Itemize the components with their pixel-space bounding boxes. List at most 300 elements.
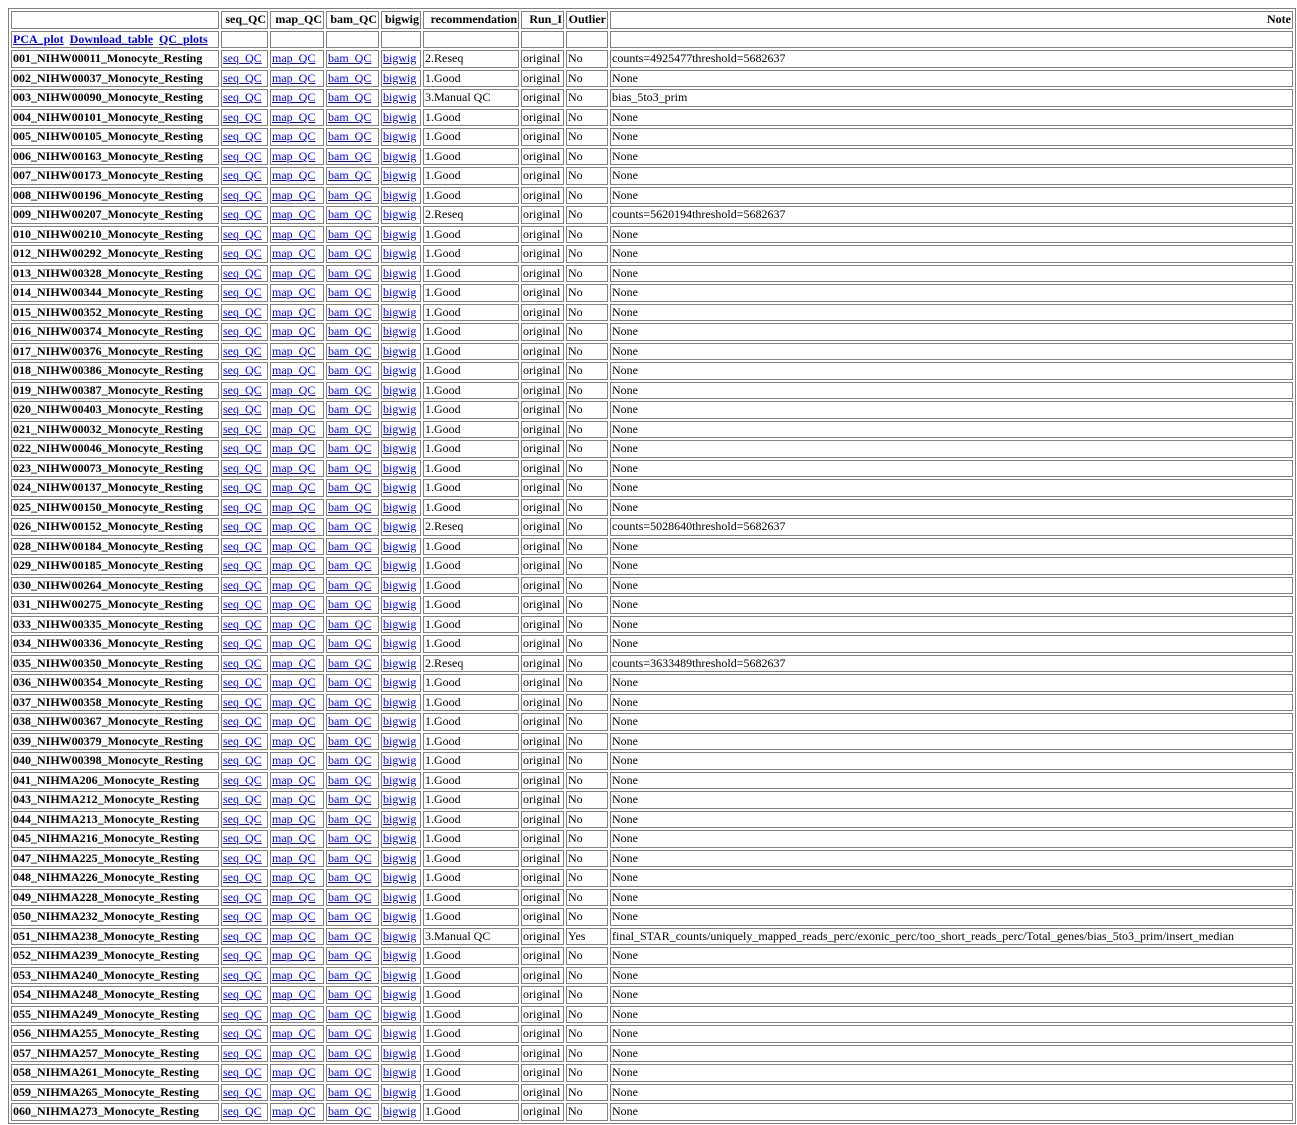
bam-qc-cell [326, 986, 379, 1004]
map-qc-link[interactable]: map_QC [272, 675, 316, 690]
header-blank [11, 11, 219, 29]
map-qc-link[interactable]: map_QC [272, 441, 316, 456]
bam-qc-link[interactable]: bam_QC [328, 1045, 372, 1060]
bigwig-link[interactable]: bigwig [383, 850, 417, 865]
bam-qc-link[interactable]: bam_QC [328, 948, 372, 963]
seq-qc-link[interactable]: seq_QC [223, 850, 262, 865]
map-qc-link[interactable]: map_QC [272, 889, 316, 904]
seq-qc-link[interactable]: seq_QC [223, 460, 262, 475]
map-qc-link[interactable]: map_QC [272, 655, 316, 670]
download-table-link[interactable]: Download_table [69, 31, 154, 46]
bam-qc-link[interactable]: bam_QC [328, 655, 372, 670]
outlier-cell: No [566, 1084, 608, 1102]
bam-qc-link[interactable]: bam_QC [328, 967, 372, 982]
bigwig-link[interactable]: bigwig [383, 558, 417, 573]
bigwig-link[interactable]: bigwig [383, 811, 417, 826]
recommendation-cell: 1.Good [423, 811, 519, 829]
bam-qc-link[interactable]: bam_QC [328, 246, 372, 261]
bam-qc-cell [326, 187, 379, 205]
bam-qc-cell [326, 830, 379, 848]
bigwig-link[interactable]: bigwig [383, 694, 417, 709]
bigwig-link[interactable]: bigwig [383, 246, 417, 261]
bigwig-link[interactable]: bigwig [383, 733, 417, 748]
bigwig-link[interactable]: bigwig [383, 480, 417, 495]
map-qc-link[interactable]: map_QC [272, 343, 316, 358]
note-cell: None [610, 967, 1293, 985]
map-qc-link[interactable]: map_QC [272, 1006, 316, 1021]
map-qc-link[interactable]: map_QC [272, 967, 316, 982]
table-row [11, 50, 1293, 68]
bigwig-link[interactable]: bigwig [383, 1045, 417, 1060]
map-qc-link[interactable]: map_QC [272, 577, 316, 592]
seq-qc-link[interactable]: seq_QC [223, 714, 262, 729]
map-qc-link[interactable]: map_QC [272, 285, 316, 300]
seq-qc-link[interactable]: seq_QC [223, 226, 262, 241]
bam-qc-link[interactable]: bam_QC [328, 558, 372, 573]
bam-qc-link[interactable]: bam_QC [328, 636, 372, 651]
seq-qc-link[interactable]: seq_QC [223, 343, 262, 358]
seq-qc-link[interactable]: seq_QC [223, 265, 262, 280]
map-qc-link[interactable]: map_QC [272, 792, 316, 807]
bigwig-link[interactable]: bigwig [383, 577, 417, 592]
bam-qc-cell [326, 128, 379, 146]
map-qc-link[interactable]: map_QC [272, 850, 316, 865]
bam-qc-link[interactable]: bam_QC [328, 421, 372, 436]
map-qc-link[interactable]: map_QC [272, 987, 316, 1002]
seq-qc-cell [221, 479, 268, 497]
map-qc-link[interactable]: map_QC [272, 324, 316, 339]
bam-qc-cell [326, 1045, 379, 1063]
seq-qc-link[interactable]: seq_QC [223, 480, 262, 495]
map-qc-link[interactable]: map_QC [272, 304, 316, 319]
map-qc-link[interactable]: map_QC [272, 168, 316, 183]
bigwig-cell [381, 265, 421, 283]
bigwig-link[interactable]: bigwig [383, 499, 417, 514]
bam-qc-link[interactable]: bam_QC [328, 343, 372, 358]
seq-qc-cell [221, 167, 268, 185]
bigwig-link[interactable]: bigwig [383, 51, 417, 66]
map-qc-link[interactable]: map_QC [272, 129, 316, 144]
bam-qc-link[interactable]: bam_QC [328, 207, 372, 222]
bigwig-link[interactable]: bigwig [383, 304, 417, 319]
seq-qc-link[interactable]: seq_QC [223, 675, 262, 690]
bigwig-link[interactable]: bigwig [383, 831, 417, 846]
map-qc-link[interactable]: map_QC [272, 226, 316, 241]
run-cell: original [521, 382, 564, 400]
empty-cell [221, 31, 268, 49]
bam-qc-link[interactable]: bam_QC [328, 90, 372, 105]
table-row [11, 967, 1293, 985]
bam-qc-link[interactable]: bam_QC [328, 909, 372, 924]
sample-cell: 030_NIHW00264_Monocyte_Resting [11, 577, 219, 595]
sample-cell: 003_NIHW00090_Monocyte_Resting [11, 89, 219, 107]
map-qc-link[interactable]: map_QC [272, 948, 316, 963]
map-qc-cell [270, 655, 324, 673]
seq-qc-link[interactable]: seq_QC [223, 246, 262, 261]
bam-qc-link[interactable]: bam_QC [328, 870, 372, 885]
map-qc-link[interactable]: map_QC [272, 1084, 316, 1099]
seq-qc-link[interactable]: seq_QC [223, 441, 262, 456]
bigwig-cell [381, 1025, 421, 1043]
bigwig-link[interactable]: bigwig [383, 772, 417, 787]
map-qc-link[interactable]: map_QC [272, 1026, 316, 1041]
seq-qc-link[interactable]: seq_QC [223, 90, 262, 105]
bam-qc-cell [326, 869, 379, 887]
seq-qc-link[interactable]: seq_QC [223, 597, 262, 612]
map-qc-link[interactable]: map_QC [272, 519, 316, 534]
bam-qc-link[interactable]: bam_QC [328, 597, 372, 612]
bigwig-cell [381, 752, 421, 770]
seq-qc-link[interactable]: seq_QC [223, 967, 262, 982]
bam-qc-link[interactable]: bam_QC [328, 675, 372, 690]
bigwig-link[interactable]: bigwig [383, 207, 417, 222]
map-qc-link[interactable]: map_QC [272, 207, 316, 222]
bigwig-link[interactable]: bigwig [383, 129, 417, 144]
bigwig-link[interactable]: bigwig [383, 928, 417, 943]
seq-qc-cell [221, 1045, 268, 1063]
recommendation-cell: 1.Good [423, 148, 519, 166]
bigwig-link[interactable]: bigwig [383, 714, 417, 729]
seq-qc-link[interactable]: seq_QC [223, 1045, 262, 1060]
bigwig-link[interactable]: bigwig [383, 597, 417, 612]
bam-qc-link[interactable]: bam_QC [328, 460, 372, 475]
map-qc-link[interactable]: map_QC [272, 909, 316, 924]
map-qc-link[interactable]: map_QC [272, 753, 316, 768]
seq-qc-link[interactable]: seq_QC [223, 168, 262, 183]
bigwig-link[interactable]: bigwig [383, 90, 417, 105]
bigwig-link[interactable]: bigwig [383, 636, 417, 651]
bigwig-link[interactable]: bigwig [383, 1065, 417, 1080]
bigwig-link[interactable]: bigwig [383, 753, 417, 768]
bigwig-link[interactable]: bigwig [383, 967, 417, 982]
bigwig-link[interactable]: bigwig [383, 948, 417, 963]
bigwig-link[interactable]: bigwig [383, 1006, 417, 1021]
seq-qc-link[interactable]: seq_QC [223, 1006, 262, 1021]
seq-qc-link[interactable]: seq_QC [223, 811, 262, 826]
bam-qc-link[interactable]: bam_QC [328, 226, 372, 241]
seq-qc-link[interactable]: seq_QC [223, 207, 262, 222]
seq-qc-link[interactable]: seq_QC [223, 655, 262, 670]
seq-qc-link[interactable]: seq_QC [223, 753, 262, 768]
seq-qc-link[interactable]: seq_QC [223, 304, 262, 319]
bigwig-link[interactable]: bigwig [383, 675, 417, 690]
bigwig-cell [381, 889, 421, 907]
bam-qc-link[interactable]: bam_QC [328, 1006, 372, 1021]
bigwig-link[interactable]: bigwig [383, 148, 417, 163]
map-qc-link[interactable]: map_QC [272, 811, 316, 826]
map-qc-link[interactable]: map_QC [272, 870, 316, 885]
bigwig-link[interactable]: bigwig [383, 70, 417, 85]
bigwig-link[interactable]: bigwig [383, 1026, 417, 1041]
bam-qc-link[interactable]: bam_QC [328, 928, 372, 943]
sample-cell: 056_NIHMA255_Monocyte_Resting [11, 1025, 219, 1043]
run-cell: original [521, 694, 564, 712]
map-qc-link[interactable]: map_QC [272, 636, 316, 651]
map-qc-cell [270, 1084, 324, 1102]
bam-qc-cell [326, 50, 379, 68]
bam-qc-link[interactable]: bam_QC [328, 831, 372, 846]
outlier-cell: No [566, 109, 608, 127]
qc-table [8, 8, 1296, 1124]
map-qc-link[interactable]: map_QC [272, 148, 316, 163]
table-row [11, 1025, 1293, 1043]
outlier-cell: No [566, 304, 608, 322]
bigwig-link[interactable]: bigwig [383, 402, 417, 417]
map-qc-link[interactable]: map_QC [272, 1104, 316, 1119]
seq-qc-link[interactable]: seq_QC [223, 870, 262, 885]
bigwig-link[interactable]: bigwig [383, 343, 417, 358]
seq-qc-link[interactable]: seq_QC [223, 109, 262, 124]
bigwig-link[interactable]: bigwig [383, 109, 417, 124]
bigwig-link[interactable]: bigwig [383, 909, 417, 924]
bam-qc-link[interactable]: bam_QC [328, 324, 372, 339]
bigwig-link[interactable]: bigwig [383, 870, 417, 885]
bigwig-link[interactable]: bigwig [383, 363, 417, 378]
map-qc-link[interactable]: map_QC [272, 1065, 316, 1080]
map-qc-link[interactable]: map_QC [272, 694, 316, 709]
seq-qc-link[interactable]: seq_QC [223, 831, 262, 846]
seq-qc-link[interactable]: seq_QC [223, 577, 262, 592]
recommendation-cell: 1.Good [423, 713, 519, 731]
bigwig-cell [381, 791, 421, 809]
bam-qc-link[interactable]: bam_QC [328, 772, 372, 787]
bam-qc-link[interactable]: bam_QC [328, 285, 372, 300]
seq-qc-link[interactable]: seq_QC [223, 402, 262, 417]
seq-qc-link[interactable]: seq_QC [223, 148, 262, 163]
map-qc-cell [270, 889, 324, 907]
map-qc-link[interactable]: map_QC [272, 51, 316, 66]
outlier-cell: No [566, 616, 608, 634]
bam-qc-link[interactable]: bam_QC [328, 987, 372, 1002]
bam-qc-link[interactable]: bam_QC [328, 714, 372, 729]
bam-qc-link[interactable]: bam_QC [328, 616, 372, 631]
map-qc-link[interactable]: map_QC [272, 265, 316, 280]
bam-qc-link[interactable]: bam_QC [328, 148, 372, 163]
bam-qc-link[interactable]: bam_QC [328, 889, 372, 904]
map-qc-cell [270, 460, 324, 478]
bam-qc-link[interactable]: bam_QC [328, 70, 372, 85]
note-cell: None [610, 869, 1293, 887]
bigwig-cell [381, 1064, 421, 1082]
bigwig-link[interactable]: bigwig [383, 616, 417, 631]
bam-qc-link[interactable]: bam_QC [328, 792, 372, 807]
run-cell: original [521, 538, 564, 556]
map-qc-link[interactable]: map_QC [272, 558, 316, 573]
bigwig-link[interactable]: bigwig [383, 655, 417, 670]
bigwig-link[interactable]: bigwig [383, 889, 417, 904]
map-qc-link[interactable]: map_QC [272, 246, 316, 261]
bigwig-link[interactable]: bigwig [383, 441, 417, 456]
map-qc-link[interactable]: map_QC [272, 714, 316, 729]
seq-qc-link[interactable]: seq_QC [223, 733, 262, 748]
header-run: Run_I [521, 11, 564, 29]
bam-qc-link[interactable]: bam_QC [328, 382, 372, 397]
seq-qc-link[interactable]: seq_QC [223, 324, 262, 339]
seq-qc-link[interactable]: seq_QC [223, 1026, 262, 1041]
bam-qc-link[interactable]: bam_QC [328, 577, 372, 592]
map-qc-link[interactable]: map_QC [272, 831, 316, 846]
bigwig-link[interactable]: bigwig [383, 460, 417, 475]
seq-qc-link[interactable]: seq_QC [223, 499, 262, 514]
table-row [11, 947, 1293, 965]
bigwig-link[interactable]: bigwig [383, 265, 417, 280]
map-qc-link[interactable]: map_QC [272, 421, 316, 436]
table-row [11, 109, 1293, 127]
bam-qc-link[interactable]: bam_QC [328, 1065, 372, 1080]
seq-qc-link[interactable]: seq_QC [223, 772, 262, 787]
bam-qc-link[interactable]: bam_QC [328, 1026, 372, 1041]
map-qc-link[interactable]: map_QC [272, 109, 316, 124]
bam-qc-link[interactable]: bam_QC [328, 480, 372, 495]
map-qc-link[interactable]: map_QC [272, 1045, 316, 1060]
sample-cell: 025_NIHW00150_Monocyte_Resting [11, 499, 219, 517]
bam-qc-link[interactable]: bam_QC [328, 363, 372, 378]
bam-qc-cell [326, 1006, 379, 1024]
outlier-cell: No [566, 479, 608, 497]
bigwig-link[interactable]: bigwig [383, 538, 417, 553]
seq-qc-link[interactable]: seq_QC [223, 129, 262, 144]
seq-qc-link[interactable]: seq_QC [223, 519, 262, 534]
map-qc-link[interactable]: map_QC [272, 480, 316, 495]
seq-qc-link[interactable]: seq_QC [223, 928, 262, 943]
bigwig-cell [381, 713, 421, 731]
map-qc-cell [270, 187, 324, 205]
bigwig-cell [381, 986, 421, 1004]
bam-qc-link[interactable]: bam_QC [328, 265, 372, 280]
bigwig-cell [381, 440, 421, 458]
bigwig-link[interactable]: bigwig [383, 987, 417, 1002]
bam-qc-link[interactable]: bam_QC [328, 538, 372, 553]
bam-qc-cell [326, 518, 379, 536]
recommendation-cell: 1.Good [423, 401, 519, 419]
seq-qc-link[interactable]: seq_QC [223, 889, 262, 904]
bigwig-link[interactable]: bigwig [383, 1104, 417, 1119]
bam-qc-link[interactable]: bam_QC [328, 129, 372, 144]
note-cell: None [610, 421, 1293, 439]
bam-qc-link[interactable]: bam_QC [328, 850, 372, 865]
seq-qc-link[interactable]: seq_QC [223, 636, 262, 651]
map-qc-link[interactable]: map_QC [272, 597, 316, 612]
map-qc-link[interactable]: map_QC [272, 772, 316, 787]
seq-qc-link[interactable]: seq_QC [223, 558, 262, 573]
seq-qc-link[interactable]: seq_QC [223, 538, 262, 553]
table-row [11, 1084, 1293, 1102]
bigwig-link[interactable]: bigwig [383, 382, 417, 397]
bigwig-cell [381, 284, 421, 302]
map-qc-link[interactable]: map_QC [272, 382, 316, 397]
bam-qc-link[interactable]: bam_QC [328, 753, 372, 768]
map-qc-link[interactable]: map_QC [272, 499, 316, 514]
seq-qc-cell [221, 655, 268, 673]
bigwig-link[interactable]: bigwig [383, 792, 417, 807]
seq-qc-link[interactable]: seq_QC [223, 1065, 262, 1080]
bam-qc-link[interactable]: bam_QC [328, 51, 372, 66]
seq-qc-cell [221, 596, 268, 614]
bam-qc-cell [326, 713, 379, 731]
outlier-cell: No [566, 889, 608, 907]
bam-qc-link[interactable]: bam_QC [328, 187, 372, 202]
pca-plot-link[interactable]: PCA_plot [13, 31, 64, 46]
map-qc-link[interactable]: map_QC [272, 616, 316, 631]
bigwig-link[interactable]: bigwig [383, 324, 417, 339]
bigwig-cell [381, 928, 421, 946]
map-qc-link[interactable]: map_QC [272, 402, 316, 417]
bigwig-link[interactable]: bigwig [383, 1084, 417, 1099]
table-row [11, 401, 1293, 419]
seq-qc-link[interactable]: seq_QC [223, 51, 262, 66]
bam-qc-link[interactable]: bam_QC [328, 519, 372, 534]
empty-cell [423, 31, 519, 49]
seq-qc-link[interactable]: seq_QC [223, 187, 262, 202]
map-qc-link[interactable]: map_QC [272, 363, 316, 378]
seq-qc-link[interactable]: seq_QC [223, 363, 262, 378]
bam-qc-link[interactable]: bam_QC [328, 733, 372, 748]
map-qc-link[interactable]: map_QC [272, 733, 316, 748]
map-qc-link[interactable]: map_QC [272, 90, 316, 105]
header-recommendation: recommendation [423, 11, 519, 29]
bam-qc-cell [326, 1103, 379, 1121]
seq-qc-link[interactable]: seq_QC [223, 694, 262, 709]
map-qc-link[interactable]: map_QC [272, 460, 316, 475]
table-row [11, 265, 1293, 283]
seq-qc-cell [221, 635, 268, 653]
seq-qc-link[interactable]: seq_QC [223, 1104, 262, 1119]
bigwig-link[interactable]: bigwig [383, 187, 417, 202]
bigwig-link[interactable]: bigwig [383, 168, 417, 183]
map-qc-link[interactable]: map_QC [272, 187, 316, 202]
bam-qc-link[interactable]: bam_QC [328, 402, 372, 417]
bam-qc-link[interactable]: bam_QC [328, 168, 372, 183]
bam-qc-link[interactable]: bam_QC [328, 441, 372, 456]
sample-cell: 006_NIHW00163_Monocyte_Resting [11, 148, 219, 166]
seq-qc-link[interactable]: seq_QC [223, 616, 262, 631]
sample-cell: 040_NIHW00398_Monocyte_Resting [11, 752, 219, 770]
seq-qc-link[interactable]: seq_QC [223, 909, 262, 924]
bigwig-link[interactable]: bigwig [383, 226, 417, 241]
map-qc-link[interactable]: map_QC [272, 928, 316, 943]
seq-qc-link[interactable]: seq_QC [223, 421, 262, 436]
bam-qc-cell [326, 577, 379, 595]
bigwig-link[interactable]: bigwig [383, 421, 417, 436]
map-qc-link[interactable]: map_QC [272, 538, 316, 553]
bam-qc-link[interactable]: bam_QC [328, 811, 372, 826]
bam-qc-link[interactable]: bam_QC [328, 694, 372, 709]
run-cell: original [521, 1006, 564, 1024]
note-cell: None [610, 986, 1293, 1004]
seq-qc-cell [221, 733, 268, 751]
recommendation-cell: 1.Good [423, 421, 519, 439]
seq-qc-link[interactable]: seq_QC [223, 792, 262, 807]
bam-qc-link[interactable]: bam_QC [328, 304, 372, 319]
bam-qc-link[interactable]: bam_QC [328, 1084, 372, 1099]
map-qc-link[interactable]: map_QC [272, 70, 316, 85]
seq-qc-link[interactable]: seq_QC [223, 70, 262, 85]
header-bam-qc: bam_QC [326, 11, 379, 29]
seq-qc-link[interactable]: seq_QC [223, 1084, 262, 1099]
bigwig-link[interactable]: bigwig [383, 519, 417, 534]
seq-qc-link[interactable]: seq_QC [223, 987, 262, 1002]
bam-qc-link[interactable]: bam_QC [328, 109, 372, 124]
seq-qc-link[interactable]: seq_QC [223, 948, 262, 963]
bigwig-cell [381, 733, 421, 751]
bam-qc-link[interactable]: bam_QC [328, 1104, 372, 1119]
seq-qc-link[interactable]: seq_QC [223, 285, 262, 300]
seq-qc-link[interactable]: seq_QC [223, 382, 262, 397]
bigwig-link[interactable]: bigwig [383, 285, 417, 300]
bam-qc-link[interactable]: bam_QC [328, 499, 372, 514]
seq-qc-cell [221, 343, 268, 361]
qc-plots-link[interactable]: QC_plots [159, 31, 208, 46]
